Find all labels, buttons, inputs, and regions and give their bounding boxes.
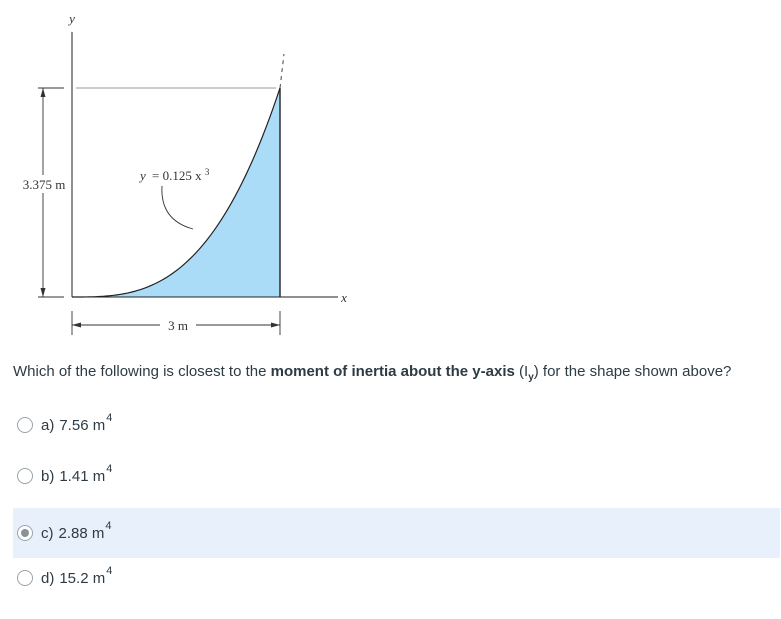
height-arrow-bottom-icon — [41, 288, 46, 297]
answer-option-c[interactable] — [13, 508, 780, 558]
answer-option-a[interactable] — [13, 400, 780, 450]
x-axis-label: x — [341, 290, 347, 305]
radio-button-icon[interactable] — [17, 417, 33, 433]
width-arrow-right-icon — [271, 323, 280, 328]
width-label: 3 m — [168, 318, 188, 333]
radio-button-icon[interactable] — [17, 468, 33, 484]
curve-equation-label: y = 0.125 x $^3$ — [140, 167, 210, 183]
answer-value: 15.2 m — [59, 569, 106, 587]
answer-option-b[interactable] — [13, 451, 780, 501]
answer-value: 1.41 m — [59, 467, 106, 485]
equation-leader-line — [162, 186, 193, 229]
answer-letter: d) — [41, 569, 55, 587]
radio-button-icon[interactable] — [17, 525, 33, 541]
shaded-area — [72, 88, 280, 297]
height-label: 3.375 m — [22, 177, 66, 192]
width-arrow-left-icon — [72, 323, 81, 328]
answer-option-d[interactable] — [13, 553, 780, 603]
answer-value: 7.56 m — [59, 416, 106, 434]
height-arrow-top-icon — [41, 88, 46, 97]
answer-exponent: 4 — [106, 412, 113, 424]
radio-button-icon[interactable] — [17, 570, 33, 586]
curve-extension-dashed — [280, 54, 284, 88]
answer-exponent: 4 — [106, 565, 113, 577]
answer-exponent: 4 — [106, 463, 113, 475]
answer-value: 2.88 m — [58, 524, 105, 542]
y-axis-label: y — [69, 11, 75, 26]
answer-letter: c) — [41, 524, 54, 542]
answer-letter: b) — [41, 467, 55, 485]
answer-letter: a) — [41, 416, 55, 434]
answer-exponent: 4 — [105, 520, 112, 532]
question-text: Which of the following is closest to the moment of inertia about the y-axis $(I_y)$ for the shape shown above? — [13, 363, 732, 383]
